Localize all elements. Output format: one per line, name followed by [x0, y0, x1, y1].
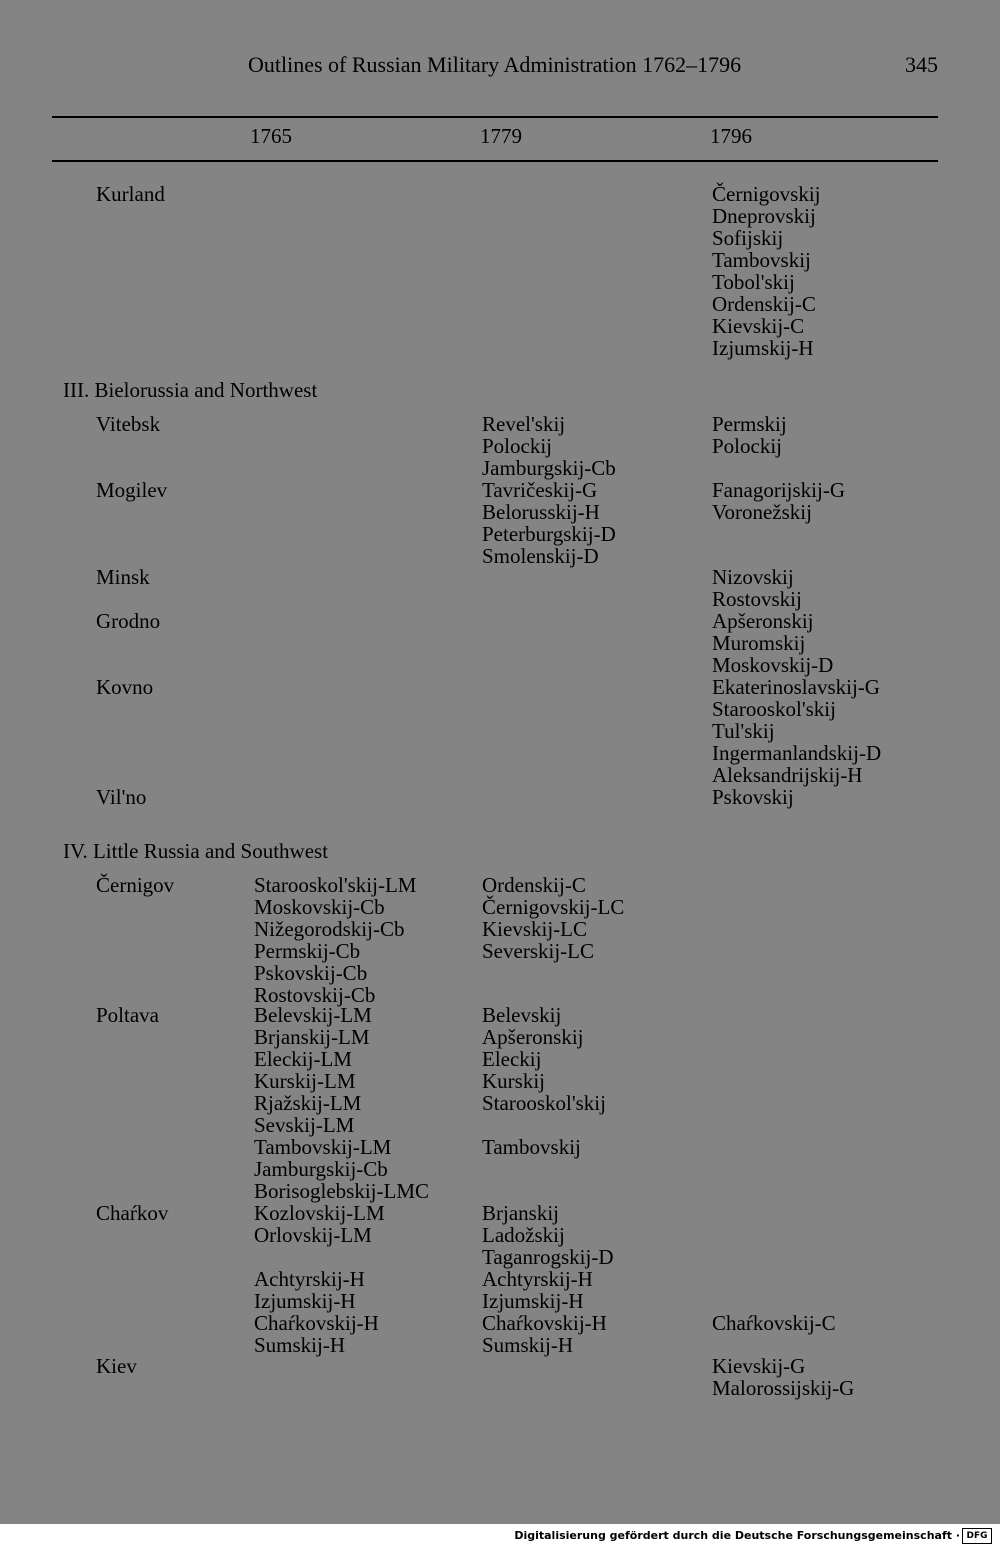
- regiment-entry-1765: Rjažskij-LM: [254, 1091, 362, 1115]
- regiment-entry-1779: Ordenskij-C: [482, 873, 586, 897]
- regiment-entry-1765: Achtyrskij-H: [254, 1267, 365, 1291]
- regiment-entry-1779: Starooskol'skij: [482, 1091, 606, 1115]
- regiment-entry-1779: Chaŕkovskij-H: [482, 1311, 607, 1335]
- regiment-entry-1779: Ladožskij: [482, 1223, 565, 1247]
- regiment-entry-1796: Nizovskij: [712, 565, 794, 589]
- regiment-entry-1765: Sevskij-LM: [254, 1113, 355, 1137]
- regiment-entry-1796: Dneprovskij: [712, 204, 816, 228]
- regiment-entry-1779: Eleckij: [482, 1047, 542, 1071]
- province-label: Chaŕkov: [96, 1201, 169, 1225]
- regiment-entry-1779: Belorusskij-H: [482, 500, 600, 524]
- regiment-entry-1796: Chaŕkovskij-C: [712, 1311, 836, 1335]
- footer-credit: Digitalisierung gefördert durch die Deutsche Forschungsgemeinschaft ·: [514, 1529, 960, 1542]
- province-label: Kurland: [96, 182, 165, 206]
- regiment-entry-1765: Kozlovskij-LM: [254, 1201, 385, 1225]
- regiment-entry-1779: Achtyrskij-H: [482, 1267, 593, 1291]
- regiment-entry-1765: Jamburgskij-Cb: [254, 1157, 388, 1181]
- footer-bar: [0, 1526, 1000, 1545]
- regiment-entry-1779: Tambovskij: [482, 1135, 581, 1159]
- regiment-entry-1765: Eleckij-LM: [254, 1047, 352, 1071]
- regiment-entry-1796: Černigovskij: [712, 182, 821, 206]
- column-header-1779: 1779: [480, 124, 522, 148]
- regiment-entry-1779: Taganrogskij-D: [482, 1245, 614, 1269]
- column-header-1765: 1765: [250, 124, 292, 148]
- regiment-entry-1796: Sofijskij: [712, 226, 784, 250]
- column-header-1796: 1796: [710, 124, 752, 148]
- regiment-entry-1779: Belevskij: [482, 1003, 562, 1027]
- regiment-entry-1796: Kievskij-C: [712, 314, 805, 338]
- province-label: Kovno: [96, 675, 154, 699]
- regiment-entry-1765: Kurskij-LM: [254, 1069, 356, 1093]
- province-label: Vitebsk: [96, 412, 161, 436]
- province-label: Kiev: [96, 1354, 137, 1378]
- regiment-entry-1796: Permskij: [712, 412, 787, 436]
- regiment-entry-1765: Moskovskij-Cb: [254, 895, 385, 919]
- regiment-entry-1765: Orlovskij-LM: [254, 1223, 372, 1247]
- regiment-entry-1796: Starooskol'skij: [712, 697, 836, 721]
- regiment-entry-1796: Ingermanlandskij-D: [712, 741, 882, 765]
- regiment-entry-1779: Smolenskij-D: [482, 544, 599, 568]
- regiment-entry-1796: Moskovskij-D: [712, 653, 834, 677]
- table-top-rule: [52, 116, 938, 118]
- province-label: Černigov: [96, 873, 175, 897]
- regiment-entry-1779: Tavričeskij-G: [482, 478, 598, 502]
- regiment-entry-1779: Severskij-LC: [482, 939, 594, 963]
- regiment-entry-1779: Brjanskij: [482, 1201, 559, 1225]
- province-label: Grodno: [96, 609, 161, 633]
- regiment-entry-1765: Brjanskij-LM: [254, 1025, 370, 1049]
- regiment-entry-1796: Pskovskij: [712, 785, 794, 809]
- regiment-entry-1796: Apšeronskij: [712, 609, 814, 633]
- regiment-entry-1779: Jamburgskij-Cb: [482, 456, 616, 480]
- regiment-entry-1779: Sumskij-H: [482, 1333, 574, 1357]
- regiment-entry-1796: Aleksandrijskij-H: [712, 763, 863, 787]
- regiment-entry-1779: Polockij: [482, 434, 553, 458]
- province-label: Mogilev: [96, 478, 168, 502]
- regiment-entry-1796: Izjumskij-H: [712, 336, 814, 360]
- page-number: 345: [905, 52, 938, 77]
- regiment-entry-1779: Apšeronskij: [482, 1025, 584, 1049]
- regiment-entry-1796: Rostovskij: [712, 587, 802, 611]
- regiment-entry-1765: Izjumskij-H: [254, 1289, 356, 1313]
- regiment-entry-1796: Malorossijskij-G: [712, 1376, 855, 1400]
- section-heading: IV. Little Russia and Southwest: [63, 839, 329, 863]
- regiment-entry-1765: Chaŕkovskij-H: [254, 1311, 379, 1335]
- regiment-entry-1765: Tambovskij-LM: [254, 1135, 392, 1159]
- regiment-entry-1796: Fanagorijskij-G: [712, 478, 845, 502]
- regiment-entry-1796: Kievskij-G: [712, 1354, 806, 1378]
- regiment-entry-1765: Pskovskij-Cb: [254, 961, 368, 985]
- province-label: Poltava: [96, 1003, 159, 1027]
- regiment-entry-1779: Černigovskij-LC: [482, 895, 625, 919]
- regiment-entry-1796: Polockij: [712, 434, 783, 458]
- regiment-entry-1765: Permskij-Cb: [254, 939, 361, 963]
- regiment-entry-1765: Borisoglebskij-LMC: [254, 1179, 430, 1203]
- regiment-entry-1796: Ordenskij-C: [712, 292, 816, 316]
- regiment-entry-1765: Starooskol'skij-LM: [254, 873, 417, 897]
- province-label: Vil'no: [96, 785, 147, 809]
- regiment-entry-1796: Tobol'skij: [712, 270, 795, 294]
- section-heading: III. Bielorussia and Northwest: [63, 378, 318, 402]
- regiment-entry-1765: Nižegorodskij-Cb: [254, 917, 405, 941]
- regiment-entry-1779: Peterburgskij-D: [482, 522, 616, 546]
- regiment-entry-1796: Tul'skij: [712, 719, 775, 743]
- regiment-entry-1779: Kurskij: [482, 1069, 545, 1093]
- regiment-entry-1779: Izjumskij-H: [482, 1289, 584, 1313]
- regiment-entry-1796: Muromskij: [712, 631, 806, 655]
- regiment-entry-1765: Rostovskij-Cb: [254, 983, 376, 1007]
- province-label: Minsk: [96, 565, 150, 589]
- regiment-entry-1796: Ekaterinoslavskij-G: [712, 675, 880, 699]
- regiment-entry-1779: Kievskij-LC: [482, 917, 587, 941]
- regiment-entry-1796: Voronežskij: [712, 500, 812, 524]
- dfg-logo: DFG: [962, 1528, 992, 1544]
- table-header-rule: [52, 160, 938, 162]
- running-header: Outlines of Russian Military Administration 1762–1796: [248, 52, 742, 77]
- regiment-entry-1779: Revel'skij: [482, 412, 566, 436]
- regiment-entry-1765: Belevskij-LM: [254, 1003, 372, 1027]
- regiment-entry-1765: Sumskij-H: [254, 1333, 346, 1357]
- regiment-entry-1796: Tambovskij: [712, 248, 811, 272]
